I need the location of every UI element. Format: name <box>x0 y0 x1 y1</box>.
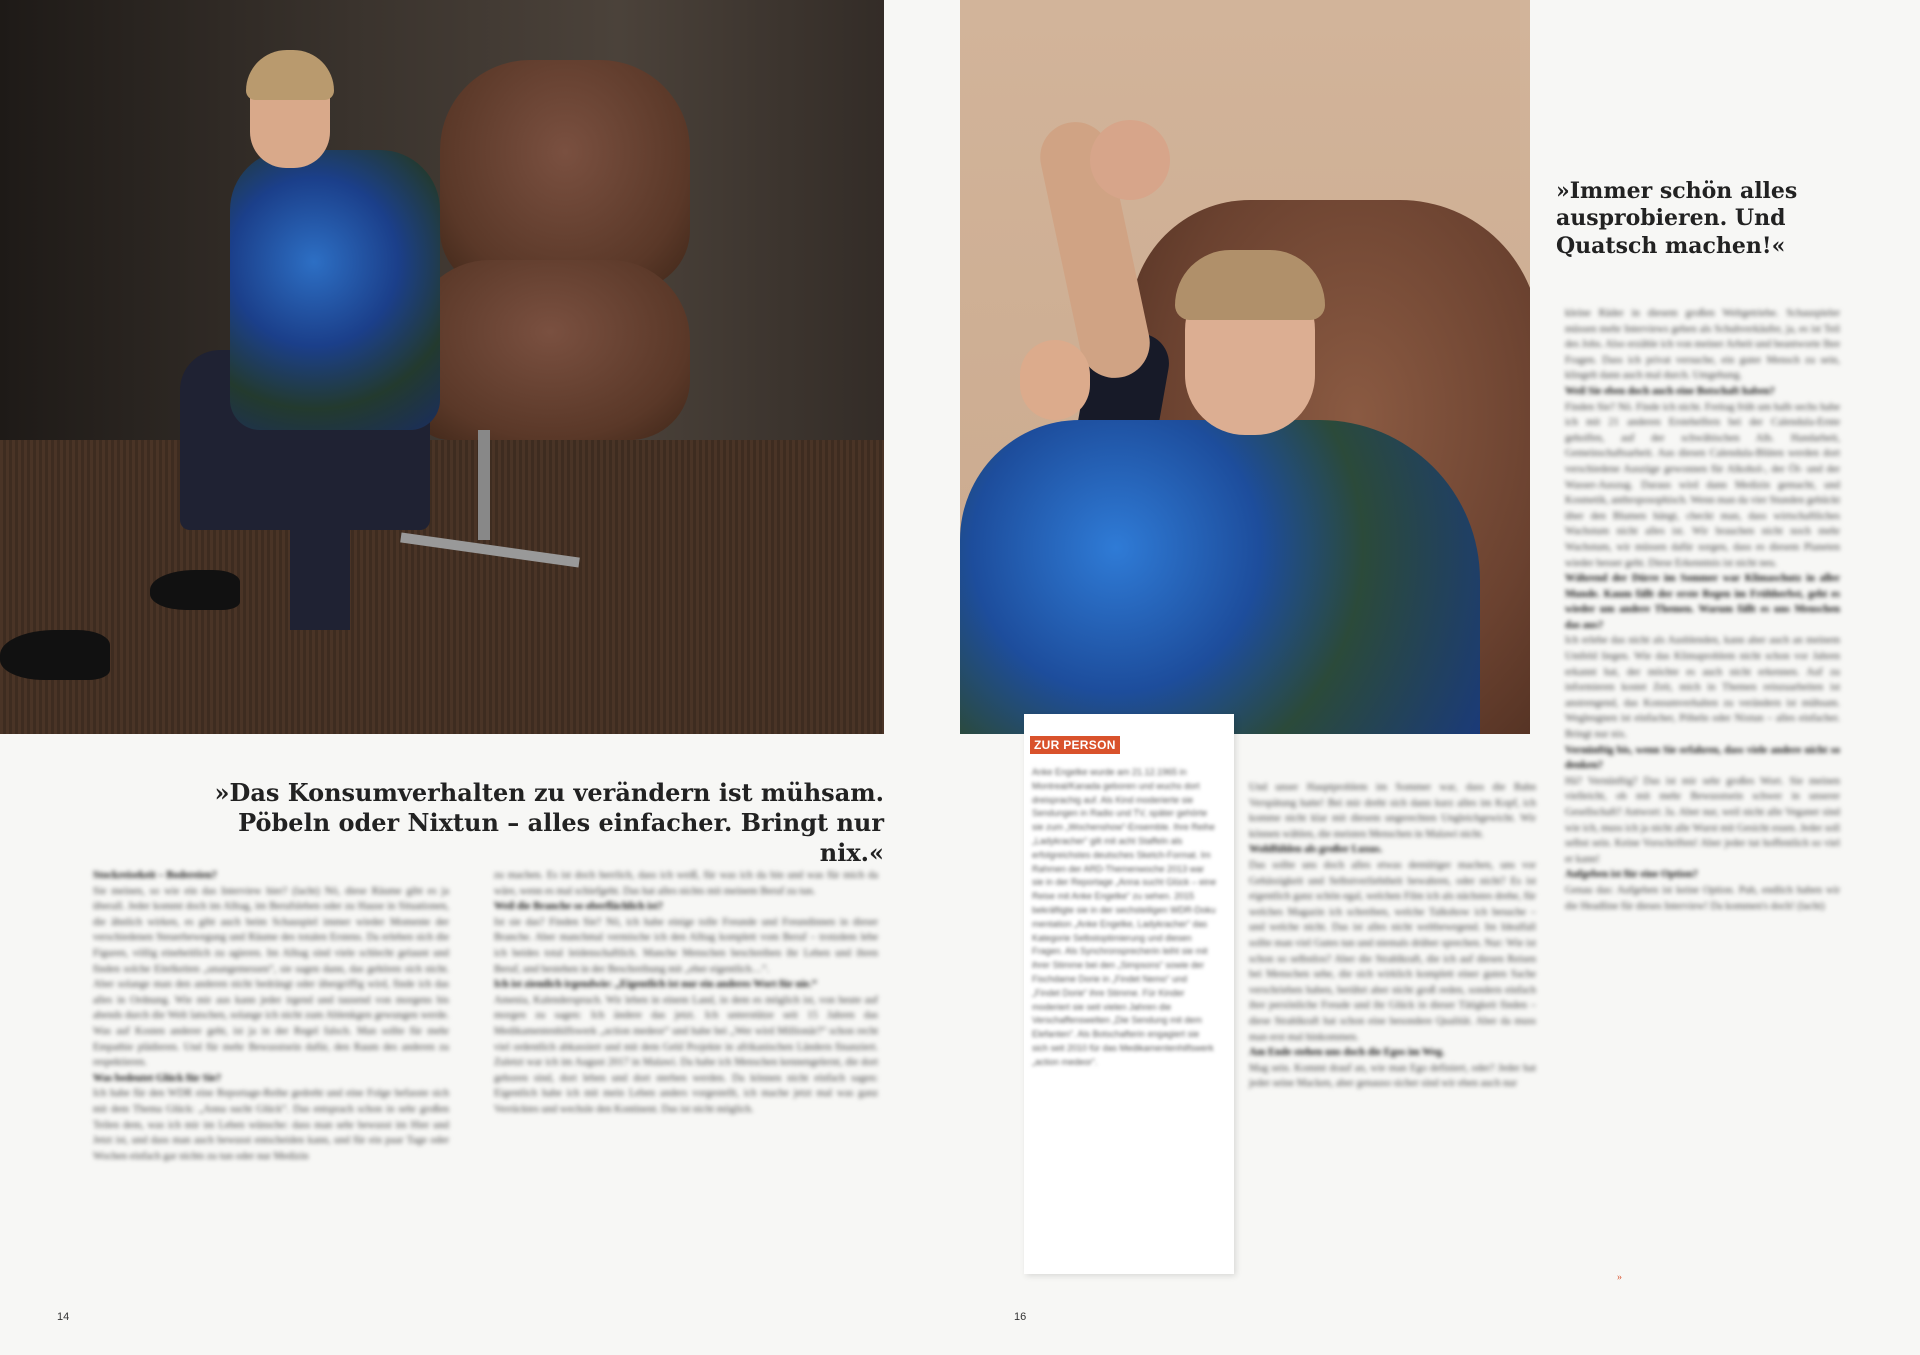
interview-question: Weil Sie eben doch auch eine Botschaft haben? <box>1565 385 1775 397</box>
person-lower-leg <box>290 480 350 630</box>
chair-back <box>440 60 690 290</box>
interview-answer: Ist sie das? Finden Sie? Nö, ich habe einige tolle Freunde und Freundinnen in dieser Branche. Aber manchmal vermische ich den Alltag komplett vom Beruf – trotzdem lebe ich beides total leidenschaftlich. Manche Menschen beschreiben ihr Leben und ihren Beruf, und bestehen in der Beschreibung mit „eher eigentlich…“. <box>494 916 878 975</box>
article-column-left-2 <box>494 868 878 1118</box>
interview-answer: Mag sein. Kommt drauf an, wie man Ego definiert, oder? Jeder hat jeder seine Macken, aber genauso sicher sind wir eben auch nur <box>1249 1062 1536 1090</box>
interview-answer: zu machen. Es ist doch herrlich, dass ich weiß, für was ich da bin und was für mich da wäre, wenn es mal schiefgeht. Das hat alles nichts mit meinem Beruf zu tun. <box>494 870 878 897</box>
person-box-text: Anke Engelke wurde am 21.12.1965 in Montreal/Kanada geboren und wuchs dort dreisprachig auf. Als Kind moderierte sie Sendungen in Radio und TV, später gehörte sie zum „Wochenshow“-Ensemble. Ihre Reihe „Ladykracher“ gilt mit acht Staffeln als erfolgreichstes deutsches Sketch-Format. Im Rahmen der ARD-Themenwoche 2013 war sie in der Reportage „Anna sucht Glück – eine Reise mit Anke Engelke“ zu sehen. 2015 bekräftigte sie in der sechsteiligen WDR-Doku mentation „Anke Engelke, Ladykracher“ das Kategorie Selbstoptimierung und diesen Fragen. Als Synchronsprecherin leiht sie mit ihrer Stimme bei den „Simpsons“ sowie der Fischdame Dorie in „Findet Nemo“ und „Findet Dorie“ ihre Stimme. Für Kinder moderiert sie seit vielen Jahren die Verschaffenswelten „Die Sendung mit dem Elefanten“. Als Botschafterin engagiert sie sich seit 2010 für das Medikamentenhilfswerk „action medeor“. <box>1032 767 1217 1067</box>
interview-answer: Finden Sie? Nö. Finde ich nicht. Freitag früh um halb sechs habe ich mit 21 anderen Erstehelfern bei der Calendula-Ernte geholfen, auf der schwäbischen Alb. Handarbeit, Gemeinschaftsarbeit. Aus diesen Calendula-Blüten werden dort verschiedene Auszüge gewonnen für Alkohol-, der Öl- und der Wasser-Auszug. Daraus wird dann Medizin gemacht, und Kosmetik, anthroposophisch. Wenn man da vier Stunden gebückt über den Blumen hängt, checkt man, dass wirtschaftliches Wachstum nicht alles ist. Wir brauchen nicht noch mehr Wachstum, wir müssen dafür sorgen, dass es diesem Planeten wieder besser geht. Diese Erkenntnis ist nicht neu. <box>1565 401 1840 569</box>
pull-quote-line: »Immer schön alles <box>1556 178 1798 204</box>
interview-answer: Amenia, Kalenderspruch. Wir leben in einem Land, in dem es möglich ist, von heute auf morgen zu sagen: Ich ändere das jetzt. Ich unterstütze seit 15 Jahren das Medikamentenhilfswerk „action medeor“ und habe bei „Wer wird Millionär?“ schon recht viel ordentlich abkassiert und mit dem Geld Projekte in afrikanischen Ländern finanziert. Zuletzt war ich im August 2017 in Malawi. Da habe ich Menschen kennengelernt, die dort geboren sind, dort leben und dort sterben werden. Da können nicht einfach sagen: Eigentlich habe ich mit mein Leben anders vorgestellt, ich mache jetzt mal was ganz Verrücktes und wechsle den Kontinent. Das ist nicht möglich. <box>494 994 878 1115</box>
interview-question: Am Ende stehen uns doch die Egos im Weg. <box>1249 1047 1445 1059</box>
article-column-right-1 <box>1249 780 1536 1092</box>
pull-quote-left <box>184 778 884 867</box>
person-blouse <box>230 150 440 430</box>
high-heel-shoe <box>0 630 110 680</box>
person-box-label: ZUR PERSON <box>1030 736 1120 754</box>
interview-question: Aufgeben ist für eine Option? <box>1565 869 1698 881</box>
high-heel-shoe <box>150 570 240 610</box>
pull-quote-line: ausprobieren. Und <box>1556 205 1786 232</box>
chair-stem <box>478 430 490 540</box>
interview-answer: Sie meinen, so wie ein das Interview hier? (lacht) Nö, diese Räume gibt es ja überall. Jeder kommt doch im Alltag, im Berufsleben oder zu Hause in Situationen, die ähnlich wirken, es gibt auch beim Schauspiel immer wieder Momente der verschiedenen Steuerbewegung und Räume des totalen Erstens. Da erleben sich die Figuren, völlig eineheitlich zu agieren. Im Alltag sind viele schlecht gelaunt und finden solche Eitelkeiten „unangemessen“, sie sagen dann, das gehören sich nicht. Aber solange man den anderen nicht bedrängt oder übergriffig wird, finde ich das alles in Ordnung. Wie mir aus kann jeder irgend und tausend von morgens bis abends durch die Welt latschen, solange ich nicht zum Ablenkgen gewungen werde. Was auf Kosten anderer geht, ist ja in der Regel falsch. Man sollte für mehr Empathie plädieren. Und für mehr Bewusstsein dafür, den Raum des anderen zu respektieren. <box>93 885 449 1069</box>
page-number: 14 <box>57 1311 70 1323</box>
interview-answer: Und unser Hauptproblem im Sommer war, dass die Bahn Verspätung hatte! Bei mir dreht sich dann kurz alles im Kopf, ich komme nicht klar mit diesem ungerechten Ungleichgewicht. Wir können wählen, die meisten Menschen in Malawi nicht. <box>1249 782 1536 840</box>
interview-question: Ich ist ziemlich irgendwie: „Eigentlich ist nur ein anderes Wort für nie.“ <box>494 979 817 991</box>
interview-answer: Ich habe für den WDR eine Reportage-Reihe gedreht und eine Folge befasste sich mit dem Thema Glück: „Anna sucht Glück“. Das entsprach schon in sehr großen Teilen dem, was ich mir im Leben wünsche: dass man sehr bewusst im Hier und Jetzt ist, und dass man auch bewusst entscheiden kann, und für ein paar Tage oder Wochen einfach gar nichts zu tun oder nur Medizin <box>93 1088 449 1162</box>
interview-answer: Hä? Vernünftig? Das ist mir sehr großes Wort. Sie meinen vielleicht, ob mit mehr Bewusstsein schwer in unserer Gesellschaft? Antwort: Ja. Aber nur, weil nicht alle Veganer sind wie ich, muss ich ja nicht alle Wurst mit Gesicht essen. Jeder soll selbst sein. Keine Vorschriften! Aber jeder tut hoffentlich so viel er kann! <box>1565 775 1840 865</box>
interview-answer: Das sollte uns doch alles etwas demütiger machen, uns vor Gehässigkeit und Selbstverliebtheit bewahren, oder nicht? Es ist eigentlich ganz schön egal, welchen Film ich als nächstes drehe, für welches Magazin ich schreiben, welche Talkshow ich besuche – und welche nicht. Das ist alles nicht weltbewegend. Im Idealfall sollte man viel Gutes tun und niemals drüber sprechen. Nur: Wie ist schon so selbstlos? Aber die Strahlkraft, die ich auf diesen Reisen bei Menschen sehe, die sich wirklich komplett einer guten Sache verschrieben haben, berührt aber nicht groß reden, sondern einfach ihre persönliche Freude und ihr Glück in dieser Tätigkeit finden – diese Strahlkraft hat schon eine besondere Qualität. Aber da muss man erst mal hinkommen. <box>1249 859 1536 1043</box>
person-foot <box>1090 120 1170 200</box>
interview-question: Vernünftig bis, wenn Sie erfahren, dass viele andere nicht so denken? <box>1565 744 1840 772</box>
person-hair <box>1175 250 1325 320</box>
photo-woman-leg-raised <box>960 0 1530 734</box>
interview-question: Während der Dürre im Sommer war Klimaschutz in aller Munde. Kaum fällt der erste Regen im Frühherbst, geht es wieder um andere Themen. Warum fällt es uns Menschen das aus? <box>1565 573 1840 631</box>
article-column-left-1 <box>93 868 449 1164</box>
interview-question: Stockreisekeit – Bodereien? <box>93 870 217 881</box>
pull-quote-line: Pöbeln oder Nixtun – alles einfacher. Bringt nur nix.« <box>238 807 884 867</box>
interview-question: Wohlfühlen als großer Luxus. <box>1249 844 1383 856</box>
photo-carpet-floor <box>0 440 884 734</box>
person-blouse <box>960 420 1480 734</box>
photo-woman-sitting-chair <box>0 0 884 734</box>
interview-question: Was bedeutet Glück für Sie? <box>93 1072 222 1084</box>
person-hand <box>1020 340 1090 420</box>
interview-answer: Genau das: Aufgeben ist keine Option. Puh, endlich haben wir die Headline für dieses Interview! Da kommen's doch! (lacht) <box>1565 884 1840 912</box>
article-column-right-2 <box>1565 306 1840 914</box>
interview-answer: kleine Räder in diesem großen Weltgetriebe. Schauspieler müssen mehr Interviews geben als Schuhverkäufer, ja, es ist Teil des Jobs. Also erzähle ich von meiner Arbeit und beantworte Ihre Fragen. Dass ich privat versuche, ein guter Mensch zu sein, klingelt dann auch mal durch. Umgehung. <box>1565 308 1840 382</box>
person-info-box <box>1024 714 1234 1274</box>
article-end-mark: » <box>1617 1272 1622 1283</box>
interview-question: Weil die Branche so oberflächlich ist? <box>494 901 663 913</box>
pull-quote-line: Quatsch machen!« <box>1556 232 1786 259</box>
pull-quote-right <box>1556 178 1816 260</box>
pull-quote-line: »Das Konsumverhalten zu verändern ist mühsam. <box>214 778 884 807</box>
interview-answer: Ich erlebe das nicht als Ausblenden, kann aber auch an meinem Umfeld liegen. Wie das Klimaproblem nicht schon vor Jahren erkannt hat, der möchte es auch nicht erkennen. Auf zu informieren kostet Zeit, mich in Themen reinzuarbeiten ist anstrengend, das Konsumverhalten zu verändern ist mühsam. Wegleugnen ist einfacher, Pöbeln oder Nixtun – alles einfacher. Bringt nur nix. <box>1565 635 1840 741</box>
page-number: 16 <box>1014 1311 1027 1323</box>
chair-seat <box>410 260 690 440</box>
